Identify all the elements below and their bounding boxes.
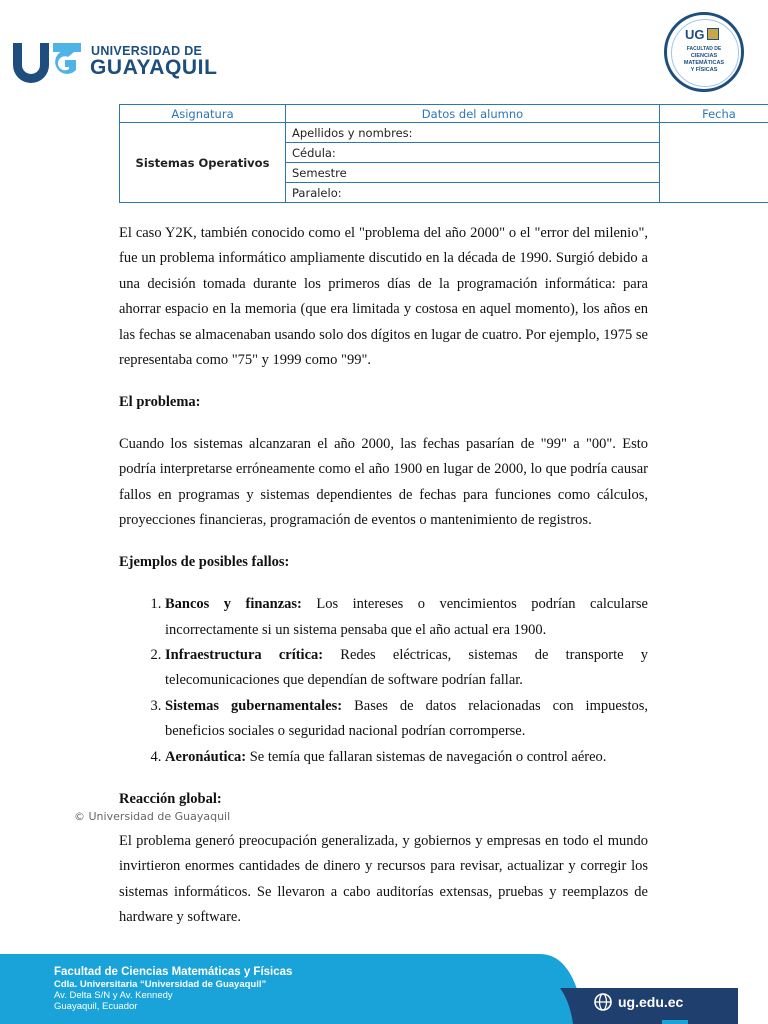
example-text: Redes eléctricas, sistemas de transporte y telecomunicaciones que dependían de software podrían fallar. xyxy=(165,647,648,689)
intro-paragraph: El caso Y2K, también conocido como el "problema del año 2000" o el "error del milenio", fue un problema informático ampliamente discutido en la década de 1990. Surgió debido a una decisión tomada durante los primeros días de la programación informática: para ahorrar espacio en la memoria (que era limitada y costosa en aquel momento), los años en las fechas se almacenaban usando solo dos dígitos en lugar de cuatro. Por ejemplo, 1975 se representaba como "75" y 1999 como "99". xyxy=(119,225,648,369)
example-term: Bancos y finanzas: xyxy=(165,596,302,613)
seal-line-3: MATEMÁTICAS xyxy=(683,60,725,66)
list-item xyxy=(165,694,648,745)
logo-line-1: UNIVERSIDAD DE xyxy=(91,44,203,58)
footer xyxy=(0,954,768,1024)
field-semestre[interactable]: Semestre xyxy=(286,163,660,183)
document-body xyxy=(119,221,648,947)
example-term: Sistemas gubernamentales: xyxy=(165,697,343,714)
example-term: Infraestructura crítica: xyxy=(165,647,324,664)
seal-line-2: CIENCIAS xyxy=(690,53,718,59)
website-link[interactable]: ug.edu.ec xyxy=(618,994,684,1010)
copyright-text: © Universidad de Guayaquil xyxy=(74,810,231,823)
seal-line-4: Y FÍSICAS xyxy=(690,67,718,73)
reaction-paragraph: El problema generó preocupación generalizada, y gobiernos y empresas en todo el mundo invirtieron enormes cantidades de dinero y recursos para revisar, actualizar y corregir los sistemas informáticos. Se llevaron a cabo auditorías extensas, pruebas y reemplazos de hardware y software. xyxy=(119,832,648,925)
field-apellidos[interactable]: Apellidos y nombres: xyxy=(286,123,660,143)
globe-icon xyxy=(594,993,612,1011)
example-text: Bases de datos relacionadas con impuestos, beneficios sociales o seguridad nacional podrían corromperse. xyxy=(165,697,648,740)
heading-reaction: Reacción global: xyxy=(119,790,222,807)
field-cedula[interactable]: Cédula: xyxy=(286,143,660,163)
student-info-table xyxy=(119,104,768,203)
ug-logo-icon xyxy=(10,40,84,84)
heading-examples: Ejemplos de posibles fallos: xyxy=(119,554,290,571)
examples-list xyxy=(119,592,648,770)
date-cell[interactable] xyxy=(660,123,768,203)
logo-line-2: GUAYAQUIL xyxy=(90,56,218,79)
header-datos-alumno: Datos del alumno xyxy=(286,105,660,123)
header-asignatura: Asignatura xyxy=(120,105,286,123)
footer-faculty: Facultad de Ciencias Matemáticas y Físicas xyxy=(54,966,293,978)
example-text: Los intereses o vencimientos podrían calcularse incorrectamente si un sistema pensaba que el año actual era 1900. xyxy=(165,596,648,638)
header-fecha: Fecha xyxy=(660,105,768,123)
field-paralelo[interactable]: Paralelo: xyxy=(286,183,660,203)
footer-address-1: Cdla. Universitaria “Universidad de Guayaquil” xyxy=(54,979,267,990)
example-text: Se temía que fallaran sistemas de navegación o control aéreo. xyxy=(246,748,607,765)
heading-problem: El problema: xyxy=(119,394,201,411)
subject-cell: Sistemas Operativos xyxy=(120,123,286,203)
list-item xyxy=(165,643,648,694)
footer-city: Guayaquil, Ecuador xyxy=(54,1001,138,1012)
list-item xyxy=(165,745,648,770)
problem-paragraph: Cuando los sistemas alcanzaran el año 2000, las fechas pasarían de "99" a "00". Esto podría interpretarse erróneamente como el año 1900 en lugar de 2000, lo que podría causar fallos en programas y sistemas dependientes de fechas para funciones como cálculos, proyecciones financieras, programación de eventos o mantenimiento de registros. xyxy=(119,436,648,529)
ug-logo xyxy=(10,40,218,84)
seal-ug-mark: UG xyxy=(685,27,705,42)
list-item xyxy=(165,592,648,643)
faculty-seal xyxy=(664,12,744,92)
example-term: Aeronáutica: xyxy=(165,748,247,765)
seal-line-1: FACULTAD DE xyxy=(686,46,722,52)
seal-emblem-icon xyxy=(707,28,719,40)
footer-website[interactable] xyxy=(594,993,683,1011)
footer-address-2: Av. Delta S/N y Av. Kennedy xyxy=(54,990,173,1001)
